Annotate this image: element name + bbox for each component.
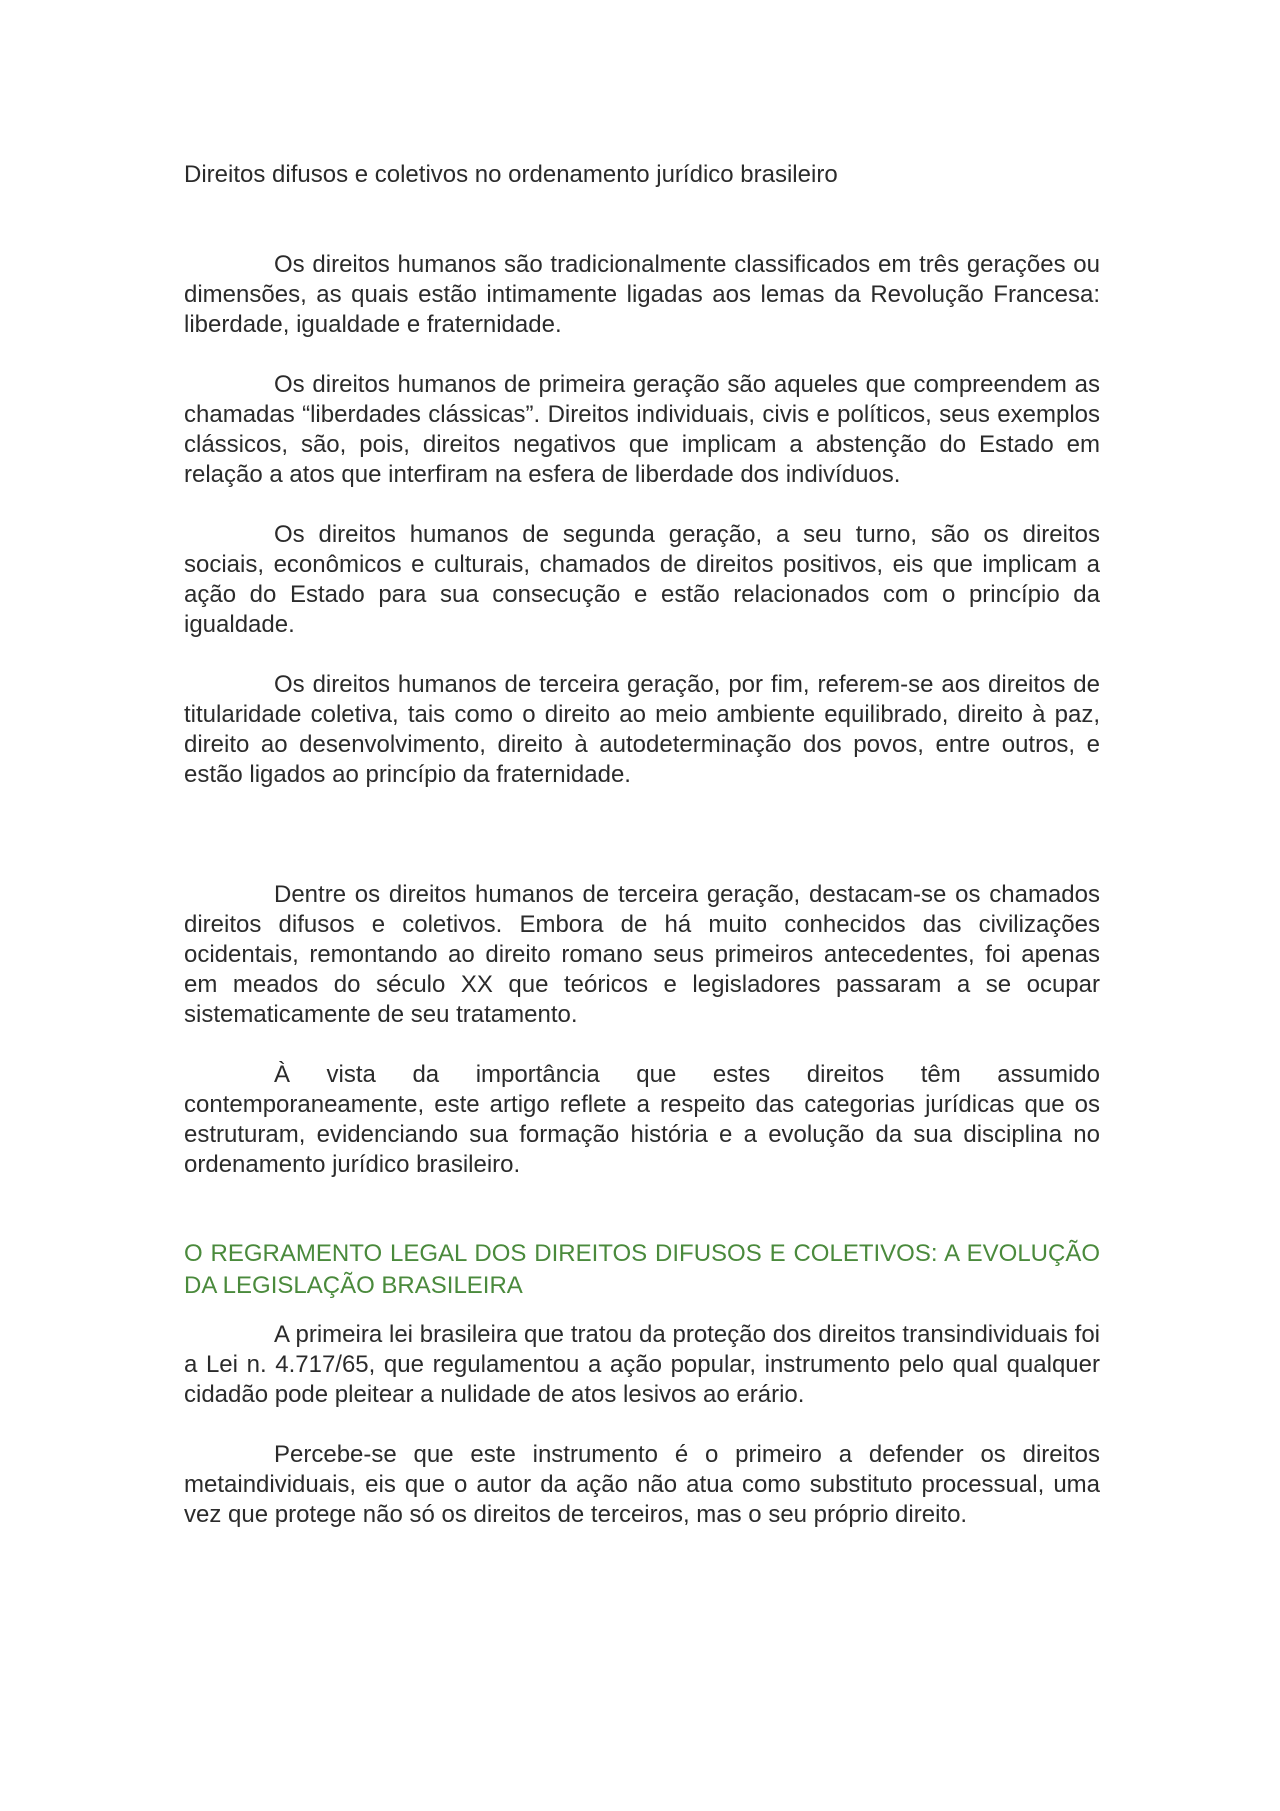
section-heading: O REGRAMENTO LEGAL DOS DIREITOS DIFUSOS E COLETIVOS: A EVOLUÇÃO DA LEGISLAÇÃO BRASILEIRA <box>184 1240 1100 1299</box>
paragraph: Os direitos humanos de terceira geração, por fim, referem-se aos direitos de titularidade coletiva, tais como o direito ao meio ambiente equilibrado, direito à paz, direito ao desenvolvimento, direito à autodeterminação dos povos, entre outros, e estão ligados ao princípio da fraternidade. <box>184 671 1100 788</box>
paragraph: A primeira lei brasileira que tratou da proteção dos direitos transindividuais foi a Lei n. 4.717/65, que regulamentou a ação popular, instrumento pelo qual qualquer cidadão pode pleitear a nulidade de atos lesivos ao erário. <box>184 1321 1100 1408</box>
document-title: Direitos difusos e coletivos no ordenamento jurídico brasileiro <box>184 161 838 188</box>
paragraph: Percebe-se que este instrumento é o primeiro a defender os direitos metaindividuais, eis que o autor da ação não atua como substituto processual, uma vez que protege não só os direitos de terceiros, mas o seu próprio direito. <box>184 1441 1100 1528</box>
paragraph: Os direitos humanos de primeira geração são aqueles que compreendem as chamadas “liberdades clássicas”. Direitos individuais, civis e políticos, seus exemplos clássicos, são, pois, direitos negativos que implicam a abstenção do Estado em relação a atos que interfiram na esfera de liberdade dos indivíduos. <box>184 371 1100 488</box>
document-page <box>184 160 1100 1560</box>
paragraph: À vista da importância que estes direitos têm assumido contemporaneamente, este artigo reflete a respeito das categorias jurídicas que os estruturam, evidenciando sua formação história e a evolução da sua disciplina no ordenamento jurídico brasileiro. <box>184 1061 1100 1178</box>
paragraph: Dentre os direitos humanos de terceira geração, destacam-se os chamados direitos difusos e coletivos. Embora de há muito conhecidos das civilizações ocidentais, remontando ao direito romano seus primeiros antecedentes, foi apenas em meados do século XX que teóricos e legisladores passaram a se ocupar sistematicamente de seu tratamento. <box>184 881 1100 1028</box>
paragraph: Os direitos humanos de segunda geração, a seu turno, são os direitos sociais, econômicos e culturais, chamados de direitos positivos, eis que implicam a ação do Estado para sua consecução e estão relacionados com o princípio da igualdade. <box>184 521 1100 638</box>
paragraph: Os direitos humanos são tradicionalmente classificados em três gerações ou dimensões, as quais estão intimamente ligadas aos lemas da Revolução Francesa: liberdade, igualdade e fraternidade. <box>184 251 1100 338</box>
